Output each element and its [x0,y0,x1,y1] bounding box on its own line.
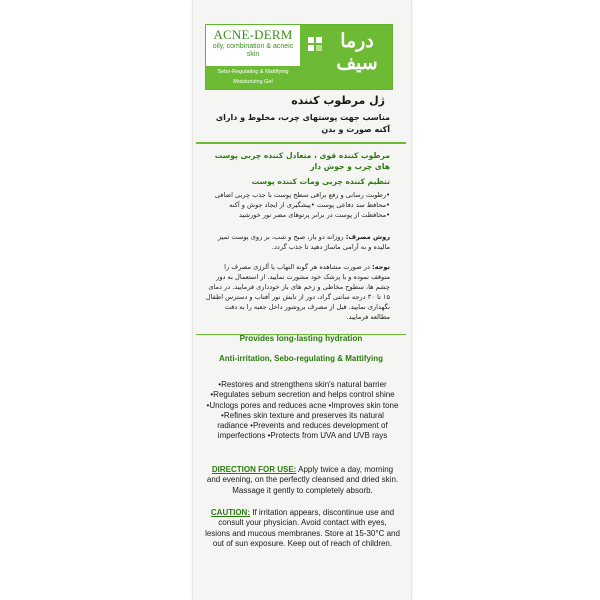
product-line-1: Sebo-Regulating & Mattifying [217,69,289,75]
brand-name: ACNE-DERM [213,27,293,42]
persian-benefits: •رطوبت رسانی و رفع براقی سطح پوست با جذب چربی اضافی •محافظ سد دفاعی پوست •پیشگیری از ایجاد جوش و آکنه •محافظت از پوست در برابر پرتوهای مضر نور خورشید [214,191,390,219]
brand-box [206,25,300,89]
benefit-item: •Restores and strengthens skin's natural barrier [218,380,387,389]
persian-caution-text: در صورت مشاهده هر گونه التهاب یا آلرژی مصرف را متوقف نموده و با پزشک خود مشورت نمایید. از استعمال به دور چشم ها، سطوح مخاطی و زخم های باز خودداری فرمایید. در دمای ۱۵ تا ۳۰ درجه سانتی گراد، دور از تابش نور آفتاب و دسترس اطفال نگهداری نمایید. قبل از مصرف بروشور داخل جعبه را به دقت مطالعه فرمایید. [205,263,390,321]
benefit-item: •Refines skin texture and preserves its natural radiance [217,410,384,431]
persian-caution-label: توجه: [372,263,390,271]
use-text: Apply twice a day, morning and evening, on the perfectly cleansed and dried skin. Massage it gently to completely absorb. [206,465,399,495]
product-header [205,24,393,90]
benefit-item: •Protects from UVA and UVB rays [267,431,388,441]
persian-claim: مرطوب کننده قوی ، متعادل کننده چربی پوست های چرب و جوش دار [214,151,390,171]
english-direction-for-use [205,465,400,496]
brand-top [206,25,300,65]
persian-use-text: روزانه دو بار، صبح و شب، بر روی پوست تمیز مالیده و به آرامی ماساژ دهید تا جذب گردد. [218,233,390,251]
caution-text: If irritation appears, discontinue use and consult your physician. Avoid contact with eyes, lesions and mucous membranes. Store at 15-30°C and out of sun exposure. Keep out of reach of children. [205,508,400,549]
persian-direction-for-use [205,232,390,252]
persian-title: ژل مرطوب کننده [291,94,385,107]
divider [196,142,406,144]
english-caution [205,508,400,550]
english-subheadline: Anti-irritation, Sebo-regulating & Mattifying [219,354,383,363]
persian-use-label: روش مصرف: [345,233,390,241]
benefit-item: •Unclogs pores and reduces acne [206,400,327,410]
persian-claim-2: تنظیم کننده چربی ومات کننده پوست [251,177,390,186]
product-line-strip [206,66,300,89]
english-benefits-list [205,380,400,442]
skin-type-text: oily, combination & acneic skin [212,43,294,58]
benefit-item: •Improves skin tone [328,400,399,410]
use-label: DIRECTION FOR USE: [211,465,297,474]
english-headline: Provides long-lasting hydration [239,334,363,343]
persian-caution [205,262,390,322]
logo-box [300,25,392,89]
product-line-2: Moisturizing Gel [233,79,273,85]
logo-text: درما سیف [336,31,378,74]
cross-squares-icon [308,37,322,51]
caution-label: CAUTION: [210,508,250,517]
benefit-item: •Regulates sebum secretion and helps control shine [210,390,395,400]
persian-subtitle: مناسب جهت پوستهای چرب، مخلوط و دارای آکنه صورت و بدن [215,113,390,134]
benefit-item: •Prevents and reduces development of imperfections [217,421,388,441]
